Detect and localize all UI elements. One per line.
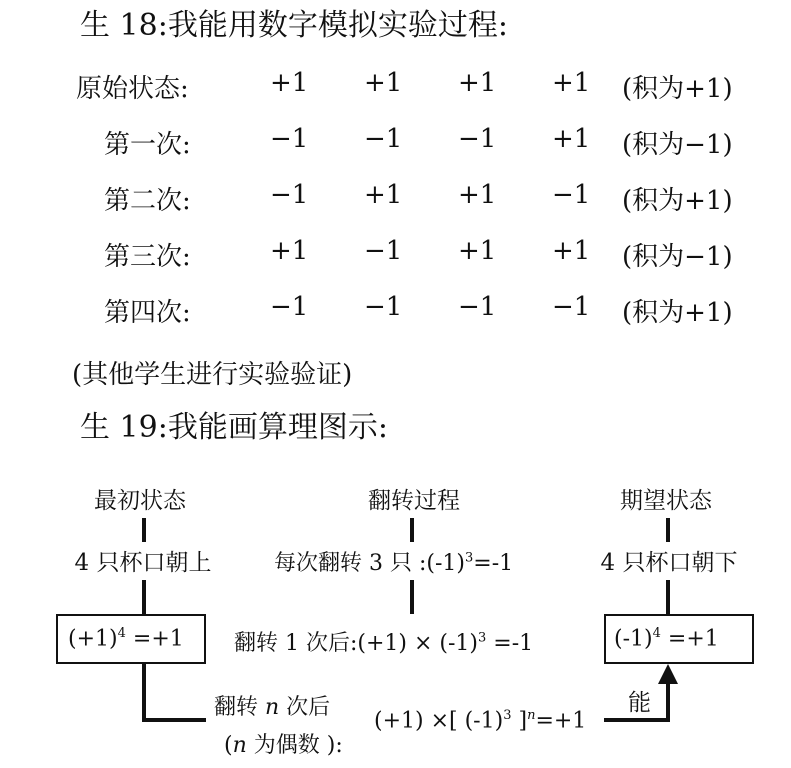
row-value: +1 bbox=[270, 236, 309, 266]
row-label: 第三次: bbox=[104, 242, 191, 272]
row-value: +1 bbox=[458, 236, 497, 266]
mid-connector bbox=[410, 518, 414, 542]
right-sub: 4 只杯口朝下 bbox=[600, 550, 738, 576]
mid-title: 翻转过程 bbox=[368, 488, 460, 514]
row-value: −1 bbox=[270, 180, 309, 210]
row-value: +1 bbox=[552, 68, 591, 98]
bottom-can-label: 能 bbox=[628, 690, 651, 716]
row-value: −1 bbox=[364, 124, 403, 154]
row-product: (积为−1) bbox=[622, 130, 733, 160]
mid-after1: 翻转 1 次后:(+1) × $(-1)^3 =-1$ bbox=[234, 630, 534, 656]
row-value: +1 bbox=[270, 68, 309, 98]
row-value: −1 bbox=[364, 292, 403, 322]
bottom-path-right bbox=[604, 718, 670, 722]
left-box-expr: $(+1)^4 =+1$ bbox=[68, 626, 184, 652]
right-connector bbox=[666, 580, 670, 614]
row-value: +1 bbox=[552, 124, 591, 154]
mid-connector bbox=[410, 580, 414, 614]
row-value: −1 bbox=[270, 292, 309, 322]
row-product: (积为+1) bbox=[622, 298, 733, 328]
row-value: −1 bbox=[552, 180, 591, 210]
row-value: +1 bbox=[552, 236, 591, 266]
bottom-line2: (n 为偶数 ): bbox=[224, 733, 343, 758]
row-value: −1 bbox=[552, 292, 591, 322]
arrow-up-icon bbox=[658, 664, 678, 684]
right-box-expr: $(-1)^4 =+1$ bbox=[614, 626, 719, 652]
s18-title: 生 18:我能用数字模拟实验过程: bbox=[80, 8, 508, 43]
row-value: +1 bbox=[364, 180, 403, 210]
row-value: +1 bbox=[458, 68, 497, 98]
mid-sub: 每次翻转 3 只 $:(-1)^3=-1$ bbox=[274, 550, 514, 576]
left-title: 最初状态 bbox=[94, 488, 186, 514]
row-value: −1 bbox=[364, 236, 403, 266]
left-sub: 4 只杯口朝上 bbox=[74, 550, 212, 576]
s19-title: 生 19:我能画算理图示: bbox=[80, 410, 388, 445]
row-value: −1 bbox=[270, 124, 309, 154]
bottom-line1: 翻转 n 次后 bbox=[214, 695, 331, 720]
left-connector bbox=[142, 580, 146, 614]
row-value: −1 bbox=[458, 292, 497, 322]
bottom-formula: (+1) ×[ $(-1)^3$ ]$^n$=+1 bbox=[374, 708, 587, 734]
row-value: +1 bbox=[458, 180, 497, 210]
row-value: −1 bbox=[458, 124, 497, 154]
row-label: 第一次: bbox=[104, 130, 191, 160]
bottom-path-left bbox=[142, 718, 206, 722]
row-label: 第四次: bbox=[104, 298, 191, 328]
bottom-path-down bbox=[142, 664, 146, 722]
s18-note: (其他学生进行实验验证) bbox=[72, 360, 353, 390]
left-connector bbox=[142, 518, 146, 542]
row-product: (积为+1) bbox=[622, 186, 733, 216]
row-product: (积为−1) bbox=[622, 242, 733, 272]
right-title: 期望状态 bbox=[620, 488, 712, 514]
row-value: +1 bbox=[364, 68, 403, 98]
bottom-path-up bbox=[666, 680, 670, 722]
row-label: 第二次: bbox=[104, 186, 191, 216]
right-connector bbox=[666, 518, 670, 542]
row-label: 原始状态: bbox=[76, 74, 189, 104]
row-product: (积为+1) bbox=[622, 74, 733, 104]
